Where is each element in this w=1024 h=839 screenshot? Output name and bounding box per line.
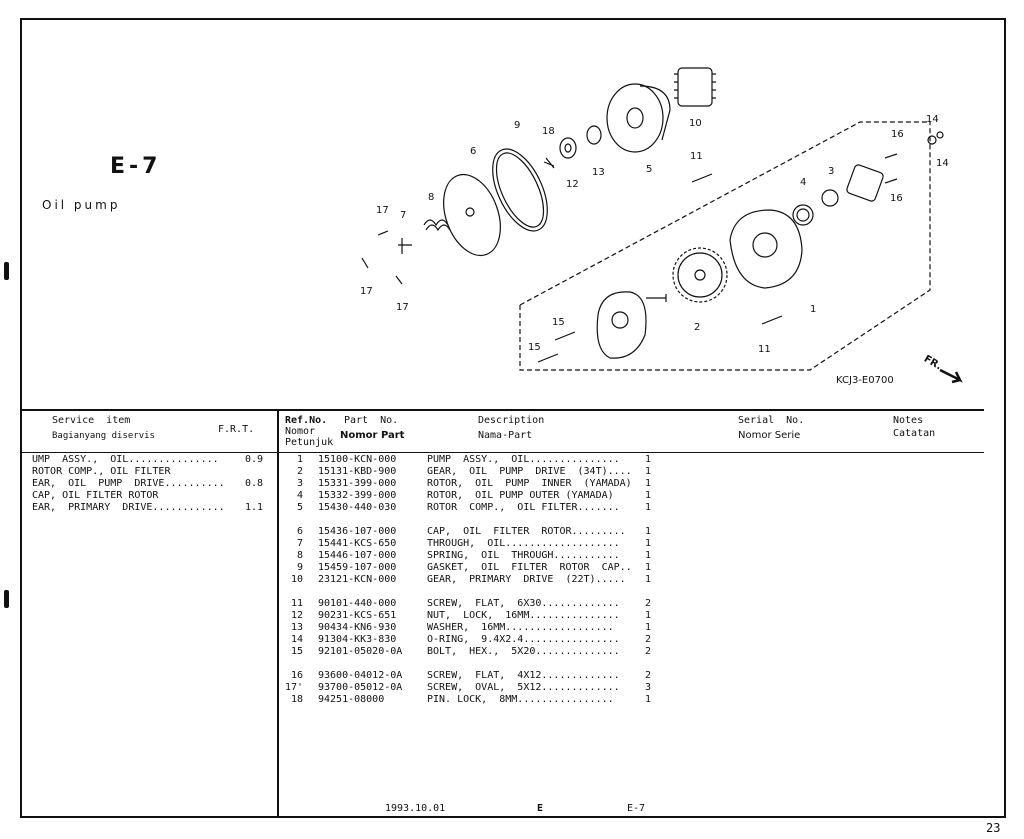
callout-11a: 11: [690, 151, 703, 162]
parts-qty: 2: [645, 598, 652, 609]
parts-part-no: 15131-KBD-900: [318, 466, 397, 477]
callout-17a: 17: [376, 205, 389, 216]
parts-qty: 1: [645, 550, 652, 561]
parts-qty: 1: [645, 622, 652, 633]
header-serial-id: Nomor Serie: [738, 430, 801, 441]
parts-ref: 11: [290, 598, 303, 609]
header-service-item: Service item: [52, 415, 131, 426]
callout-17b: 17: [360, 286, 373, 297]
service-item-frt: 0.8: [245, 478, 264, 489]
parts-part-no: 90101-440-000: [318, 598, 397, 609]
parts-description: WASHER, 16MM..................: [427, 622, 614, 633]
parts-qty: 1: [645, 538, 652, 549]
parts-row: [285, 598, 665, 610]
parts-description: SCREW, OVAL, 5X12.............: [427, 682, 620, 693]
parts-qty: 1: [645, 478, 652, 489]
exploded-diagram: [340, 40, 980, 400]
header-service-item-id: Bagianyang diservis: [52, 431, 155, 441]
parts-row: [285, 490, 665, 502]
parts-qty: 2: [645, 670, 652, 681]
callout-10: 10: [689, 118, 702, 129]
parts-part-no: 15441-KCS-650: [318, 538, 397, 549]
parts-description: O-RING, 9.4X2.4................: [427, 634, 620, 645]
parts-ref: 10: [290, 574, 303, 585]
service-item-name: EAR, OIL PUMP DRIVE..........: [32, 478, 225, 489]
parts-part-no: 15332-399-000: [318, 490, 397, 501]
table-top-rule: [22, 409, 984, 411]
header-partno-id: Nomor Part: [340, 430, 405, 441]
parts-ref: 5: [296, 502, 303, 513]
parts-description: BOLT, HEX., 5X20..............: [427, 646, 620, 657]
parts-part-no: 94251-08000: [318, 694, 385, 705]
parts-ref: 8: [296, 550, 303, 561]
header-description-id: Nama-Part: [478, 430, 533, 441]
parts-part-no: 91304-KK3-830: [318, 634, 397, 645]
callout-17c: 17: [396, 302, 409, 313]
callout-16b: 16: [890, 193, 903, 204]
parts-part-no: 92101-05020-0A: [318, 646, 403, 657]
parts-part-no: 15430-440-030: [318, 502, 397, 513]
callout-7: 7: [400, 210, 407, 221]
parts-row: [285, 466, 665, 478]
binder-mark-top: [4, 262, 9, 280]
parts-row: [285, 574, 665, 586]
parts-list: [285, 454, 665, 714]
parts-row: [285, 538, 665, 550]
parts-ref: 1: [296, 454, 303, 465]
section-title: Oil pump: [42, 198, 121, 212]
fr-label: FR.: [921, 353, 944, 373]
parts-row: [285, 646, 665, 658]
callout-11b: 11: [758, 344, 771, 355]
service-item-name: UMP ASSY., OIL...............: [32, 454, 219, 465]
parts-ref: 9: [296, 562, 303, 573]
callout-12: 12: [566, 179, 579, 190]
column-divider: [277, 410, 279, 817]
parts-ref: 13: [290, 622, 303, 633]
parts-row: [285, 610, 665, 622]
header-refno-id-2: Petunjuk: [285, 437, 334, 448]
parts-ref: 3: [296, 478, 303, 489]
footer-code: E-7: [627, 803, 646, 814]
section-code: E-7: [110, 154, 162, 179]
header-notes-id: Catatan: [893, 428, 936, 439]
header-refno: Ref.No.: [285, 415, 328, 426]
service-item-name: CAP, OIL FILTER ROTOR: [32, 490, 159, 501]
parts-description: THROUGH, OIL...................: [427, 538, 620, 549]
header-description: Description: [478, 415, 545, 426]
parts-description: PUMP ASSY., OIL...............: [427, 454, 620, 465]
parts-description: ROTOR, OIL PUMP OUTER (YAMADA): [427, 490, 614, 501]
header-rule: [22, 452, 984, 453]
parts-row: [285, 670, 665, 682]
parts-ref: 2: [296, 466, 303, 477]
service-item-name: EAR, PRIMARY DRIVE............: [32, 502, 225, 513]
callout-14a: 14: [926, 114, 939, 125]
callout-6: 6: [470, 146, 477, 157]
parts-part-no: 15100-KCN-000: [318, 454, 397, 465]
parts-ref: 15: [290, 646, 303, 657]
parts-part-no: 90434-KN6-930: [318, 622, 397, 633]
callout-18: 18: [542, 126, 555, 137]
page-number: 23: [986, 821, 1001, 835]
callout-9: 9: [514, 120, 521, 131]
parts-row: [285, 694, 665, 706]
parts-part-no: 15436-107-000: [318, 526, 397, 537]
drawing-code: KCJ3-E0700: [836, 375, 894, 386]
parts-row: [285, 682, 665, 694]
parts-row: [285, 550, 665, 562]
callout-1: 1: [810, 304, 817, 315]
footer-edition: E: [537, 803, 544, 814]
parts-row: [285, 562, 665, 574]
callout-5: 5: [646, 164, 653, 175]
parts-ref: 12: [290, 610, 303, 621]
parts-row: [285, 622, 665, 634]
parts-qty: 1: [645, 502, 652, 513]
parts-qty: 1: [645, 526, 652, 537]
parts-description: GEAR, OIL PUMP DRIVE (34T)....: [427, 466, 632, 477]
parts-qty: 1: [645, 490, 652, 501]
callout-8: 8: [428, 192, 435, 203]
parts-ref: 18: [290, 694, 303, 705]
header-refno-id-1: Nomor: [285, 426, 316, 437]
parts-part-no: 15446-107-000: [318, 550, 397, 561]
header-frt: F.R.T.: [218, 424, 255, 435]
parts-ref: 17': [285, 682, 304, 693]
parts-description: NUT, LOCK, 16MM...............: [427, 610, 620, 621]
service-item-name: ROTOR COMP., OIL FILTER: [32, 466, 171, 477]
parts-qty: 1: [645, 610, 652, 621]
header-serial: Serial No.: [738, 415, 805, 426]
callout-16a: 16: [891, 129, 904, 140]
header-partno: Part No.: [344, 415, 399, 426]
parts-row: [285, 454, 665, 466]
parts-qty: 1: [645, 466, 652, 477]
parts-part-no: 93700-05012-0A: [318, 682, 403, 693]
parts-qty: 1: [645, 694, 652, 705]
parts-ref: 16: [290, 670, 303, 681]
parts-ref: 4: [296, 490, 303, 501]
parts-qty: 1: [645, 454, 652, 465]
parts-part-no: 23121-KCN-000: [318, 574, 397, 585]
callout-2: 2: [694, 322, 701, 333]
parts-description: ROTOR, OIL PUMP INNER (YAMADA): [427, 478, 632, 489]
parts-description: SCREW, FLAT, 6X30.............: [427, 598, 620, 609]
parts-qty: 2: [645, 634, 652, 645]
parts-description: SCREW, FLAT, 4X12.............: [427, 670, 620, 681]
callout-14b: 14: [936, 158, 949, 169]
parts-part-no: 15459-107-000: [318, 562, 397, 573]
parts-description: ROTOR COMP., OIL FILTER.......: [427, 502, 620, 513]
parts-part-no: 93600-04012-0A: [318, 670, 403, 681]
parts-part-no: 90231-KCS-651: [318, 610, 397, 621]
parts-row: [285, 526, 665, 538]
parts-qty: 3: [645, 682, 652, 693]
parts-row: [285, 478, 665, 490]
parts-ref: 14: [290, 634, 303, 645]
parts-description: SPRING, OIL THROUGH...........: [427, 550, 620, 561]
parts-ref: 7: [296, 538, 303, 549]
callout-15b: 15: [528, 342, 541, 353]
callout-15a: 15: [552, 317, 565, 328]
parts-qty: 1: [645, 562, 652, 573]
footer-date: 1993.10.01: [385, 803, 446, 814]
parts-description: GEAR, PRIMARY DRIVE (22T).....: [427, 574, 626, 585]
service-item-frt: 1.1: [245, 502, 264, 513]
parts-qty: 2: [645, 646, 652, 657]
callout-3: 3: [828, 166, 835, 177]
parts-row: [285, 502, 665, 514]
binder-mark-bottom: [4, 590, 9, 608]
callout-4: 4: [800, 177, 807, 188]
parts-part-no: 15331-399-000: [318, 478, 397, 489]
parts-qty: 1: [645, 574, 652, 585]
parts-ref: 6: [296, 526, 303, 537]
parts-description: GASKET, OIL FILTER ROTOR CAP..: [427, 562, 632, 573]
callout-13: 13: [592, 167, 605, 178]
parts-description: PIN. LOCK, 8MM................: [427, 694, 614, 705]
parts-description: CAP, OIL FILTER ROTOR.........: [427, 526, 626, 537]
parts-row: [285, 634, 665, 646]
service-item-frt: 0.9: [245, 454, 264, 465]
header-notes: Notes: [893, 415, 924, 426]
